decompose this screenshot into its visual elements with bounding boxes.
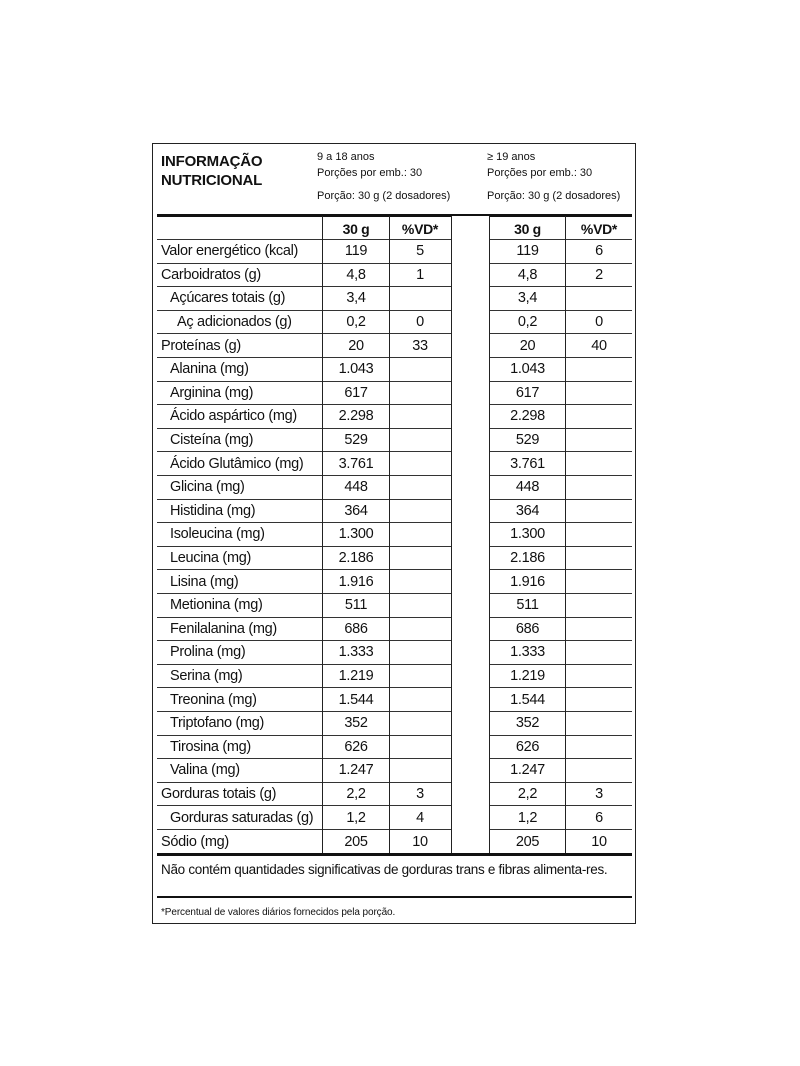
table-row — [157, 594, 632, 618]
footnote-rule — [157, 896, 632, 898]
dv-value-1: 1 — [416, 266, 424, 283]
nutrient-name: Tirosina (mg) — [170, 738, 251, 755]
table-row — [157, 736, 632, 760]
nutrient-name: Isoleucina (mg) — [170, 526, 265, 543]
col-rule — [322, 216, 323, 853]
amount-value-1: 2.186 — [338, 550, 374, 567]
dv-value-1 — [390, 547, 450, 570]
nutrient-name: Ácido aspártico (mg) — [170, 408, 297, 425]
nutrient-name: Gorduras totais (g) — [161, 786, 277, 803]
amount-value-2: 352 — [515, 715, 540, 732]
table-row — [157, 665, 632, 689]
dv-value-1: 33 — [412, 337, 428, 354]
amount-value-1: 4,8 — [346, 266, 366, 283]
amount-value-2: 1.219 — [510, 668, 545, 685]
table-row — [157, 452, 632, 476]
amount-value-2: 1.043 — [510, 361, 545, 378]
amount-value-2: 364 — [515, 502, 540, 519]
amount-value-1: 1.916 — [338, 573, 374, 590]
nutrient-name: Lisina (mg) — [170, 573, 239, 590]
nutrient-name: Ácido Glutâmico (mg) — [170, 455, 304, 472]
nutrient-name: Valor energético (kcal) — [161, 243, 299, 260]
table-row — [157, 476, 632, 500]
amount-value-2: 205 — [515, 833, 540, 850]
amount-value-2: 4,8 — [517, 266, 538, 283]
amount-value-2: 1.247 — [510, 762, 545, 779]
dv-value-2 — [566, 688, 632, 711]
amount-value-1: 1.544 — [338, 691, 374, 708]
nutrient-name: Serina (mg) — [170, 668, 243, 685]
dv-value-1: 3 — [416, 786, 424, 803]
amount-value-1: 1.247 — [338, 762, 374, 779]
amount-value-2: 3.761 — [510, 455, 545, 472]
table-row — [157, 830, 632, 854]
dv-value-2 — [566, 382, 632, 405]
nutrient-name: Treonina (mg) — [170, 691, 257, 708]
dv-value-2 — [566, 618, 632, 641]
dv-note: *Percentual de valores diários fornecidos pela porção. — [161, 907, 396, 918]
amount-value-2: 1.916 — [510, 573, 545, 590]
nutrient-name: Histidina (mg) — [170, 502, 256, 519]
amount-value-1: 205 — [344, 833, 368, 850]
group-header-2: ≥ 19 anos Porções por emb.: 30 Porção: 30 g (2 dosadores) — [487, 151, 621, 202]
amount-value-1: 119 — [344, 243, 368, 260]
dv-value-1 — [390, 382, 450, 405]
amount-value-2: 2.186 — [510, 550, 545, 567]
dv-value-1: 4 — [416, 809, 424, 826]
dv-value-1 — [390, 736, 450, 759]
dv-value-2: 0 — [595, 314, 603, 331]
amount-value-1: 1.043 — [338, 361, 374, 378]
header-thick-rule — [157, 214, 632, 217]
dv-value-1 — [390, 287, 450, 310]
amount-value-1: 529 — [344, 432, 368, 449]
dv-value-2 — [566, 500, 632, 523]
amount-value-1: 626 — [344, 738, 368, 755]
table-row — [157, 618, 632, 642]
amount-value-1: 3,4 — [346, 290, 366, 307]
footnote: Não contém quantidades significativas de gorduras trans e fibras alimenta-res. — [161, 862, 608, 877]
amount-value-2: 1.544 — [510, 691, 545, 708]
dv-value-1 — [390, 476, 450, 499]
table-row — [157, 334, 632, 358]
amount-value-1: 1.333 — [338, 644, 374, 661]
dv-value-2 — [566, 547, 632, 570]
nutrition-facts-label — [152, 143, 636, 924]
dv-value-1 — [390, 570, 450, 593]
amount-value-1: 2.298 — [338, 408, 374, 425]
dv-value-2 — [566, 570, 632, 593]
dv-value-2: 3 — [595, 786, 603, 803]
dv-value-1 — [390, 358, 450, 381]
dv-value-1 — [390, 759, 450, 782]
amount-value-1: 364 — [344, 502, 368, 519]
nutrient-name: Leucina (mg) — [170, 550, 252, 567]
dv-value-2 — [566, 523, 632, 546]
dv-value-2 — [566, 712, 632, 735]
dv-value-2 — [566, 759, 632, 782]
dv-value-1 — [390, 429, 450, 452]
col-rule — [565, 216, 566, 853]
table-row — [157, 641, 632, 665]
nutrient-name: Valina (mg) — [170, 762, 240, 779]
table-row — [157, 500, 632, 524]
amount-value-2: 2,2 — [517, 786, 538, 803]
amount-value-2: 529 — [515, 432, 540, 449]
col-rule — [489, 216, 490, 853]
nutrient-name: Sódio (mg) — [161, 833, 229, 850]
nutrient-name: Metionina (mg) — [170, 597, 263, 614]
amount-value-2: 686 — [515, 620, 540, 637]
table-row — [157, 712, 632, 736]
dv-value-2 — [566, 476, 632, 499]
amount-value-2: 1,2 — [517, 809, 538, 826]
dv-value-2 — [566, 665, 632, 688]
dv-value-2: 2 — [595, 266, 603, 283]
amount-value-1: 1.219 — [338, 668, 374, 685]
dv-value-1: 0 — [416, 314, 424, 331]
dv-value-2 — [566, 736, 632, 759]
label-title: INFORMAÇÃO NUTRICIONAL — [161, 153, 263, 189]
amount-value-1: 448 — [344, 479, 368, 496]
table-row — [157, 523, 632, 547]
amount-value-1: 352 — [344, 715, 368, 732]
table-row — [157, 382, 632, 406]
nutrient-name: Cisteína (mg) — [170, 432, 254, 449]
dv-value-2 — [566, 405, 632, 428]
nutrient-name: Carboidratos (g) — [161, 266, 261, 283]
column-gap — [452, 216, 489, 853]
dv-value-2: 6 — [595, 243, 603, 260]
dv-value-1 — [390, 523, 450, 546]
amount-value-1: 0,2 — [346, 314, 366, 331]
nutrient-name: Gorduras saturadas (g) — [170, 809, 314, 826]
dv-value-2: 10 — [591, 833, 607, 850]
dv-value-1 — [390, 405, 450, 428]
nutrient-name: Prolina (mg) — [170, 644, 246, 661]
table-row — [157, 405, 632, 429]
amount-value-1: 20 — [348, 337, 364, 354]
table-row — [157, 759, 632, 783]
table-row — [157, 688, 632, 712]
table-row — [157, 570, 632, 594]
amount-value-2: 1.300 — [510, 526, 545, 543]
table-row — [157, 783, 632, 807]
nutrient-name: Glicina (mg) — [170, 479, 245, 496]
amount-value-2: 119 — [516, 243, 539, 260]
nutrient-name: Arginina (mg) — [170, 384, 254, 401]
amount-value-2: 617 — [515, 384, 540, 401]
nutrient-name: Açúcares totais (g) — [170, 290, 286, 307]
dv-value-2 — [566, 594, 632, 617]
nutrient-name: Triptofano (mg) — [170, 715, 265, 732]
nutrient-name: Aç adicionados (g) — [177, 314, 292, 331]
amount-value-1: 686 — [344, 620, 368, 637]
nutrient-name: Fenilalanina (mg) — [170, 620, 277, 637]
amount-value-1: 617 — [344, 384, 368, 401]
dv-header-2: %VD* — [580, 221, 618, 237]
dv-value-1 — [390, 688, 450, 711]
dv-value-1: 10 — [412, 833, 428, 850]
dv-value-2 — [566, 641, 632, 664]
amount-value-1: 3.761 — [338, 455, 374, 472]
dv-value-2: 40 — [591, 337, 607, 354]
dv-value-2 — [566, 429, 632, 452]
dv-value-2 — [566, 358, 632, 381]
dv-value-2 — [566, 287, 632, 310]
table-row — [157, 429, 632, 453]
table-row — [157, 311, 632, 335]
amount-value-2: 511 — [516, 597, 539, 614]
dv-value-1 — [390, 594, 450, 617]
amount-value-2: 20 — [519, 337, 536, 354]
amount-value-1: 1.300 — [338, 526, 374, 543]
amount-value-2: 3,4 — [517, 290, 538, 307]
amount-value-2: 626 — [515, 738, 540, 755]
table-row — [157, 264, 632, 288]
amount-value-1: 2,2 — [346, 786, 366, 803]
dv-value-1 — [390, 618, 450, 641]
dv-value-2: 6 — [595, 809, 603, 826]
amount-value-1: 511 — [344, 597, 368, 614]
footer-thick-rule — [157, 853, 632, 856]
amount-header-1: 30 g — [342, 221, 370, 237]
dv-value-1 — [390, 712, 450, 735]
table-row — [157, 358, 632, 382]
dv-value-1 — [390, 641, 450, 664]
table-row — [157, 240, 632, 264]
table-row — [157, 806, 632, 830]
amount-value-2: 2.298 — [510, 408, 545, 425]
nutrient-name: Alanina (mg) — [170, 361, 249, 378]
dv-value-1: 5 — [416, 243, 424, 260]
dv-value-1 — [390, 452, 450, 475]
amount-value-2: 0,2 — [517, 314, 538, 331]
dv-value-1 — [390, 500, 450, 523]
col-rule — [389, 216, 390, 853]
table-row — [157, 287, 632, 311]
group-header-1: 9 a 18 anos Porções por emb.: 30 Porção: 30 g (2 dosadores) — [317, 151, 451, 202]
amount-value-2: 448 — [515, 479, 540, 496]
dv-value-2 — [566, 452, 632, 475]
amount-value-1: 1,2 — [346, 809, 366, 826]
table-row — [157, 547, 632, 571]
dv-header-1: %VD* — [401, 221, 439, 237]
column-header-row — [157, 219, 632, 240]
dv-value-1 — [390, 665, 450, 688]
amount-header-2: 30 g — [514, 221, 541, 237]
nutrient-name: Proteínas (g) — [161, 337, 241, 354]
amount-value-2: 1.333 — [510, 644, 545, 661]
